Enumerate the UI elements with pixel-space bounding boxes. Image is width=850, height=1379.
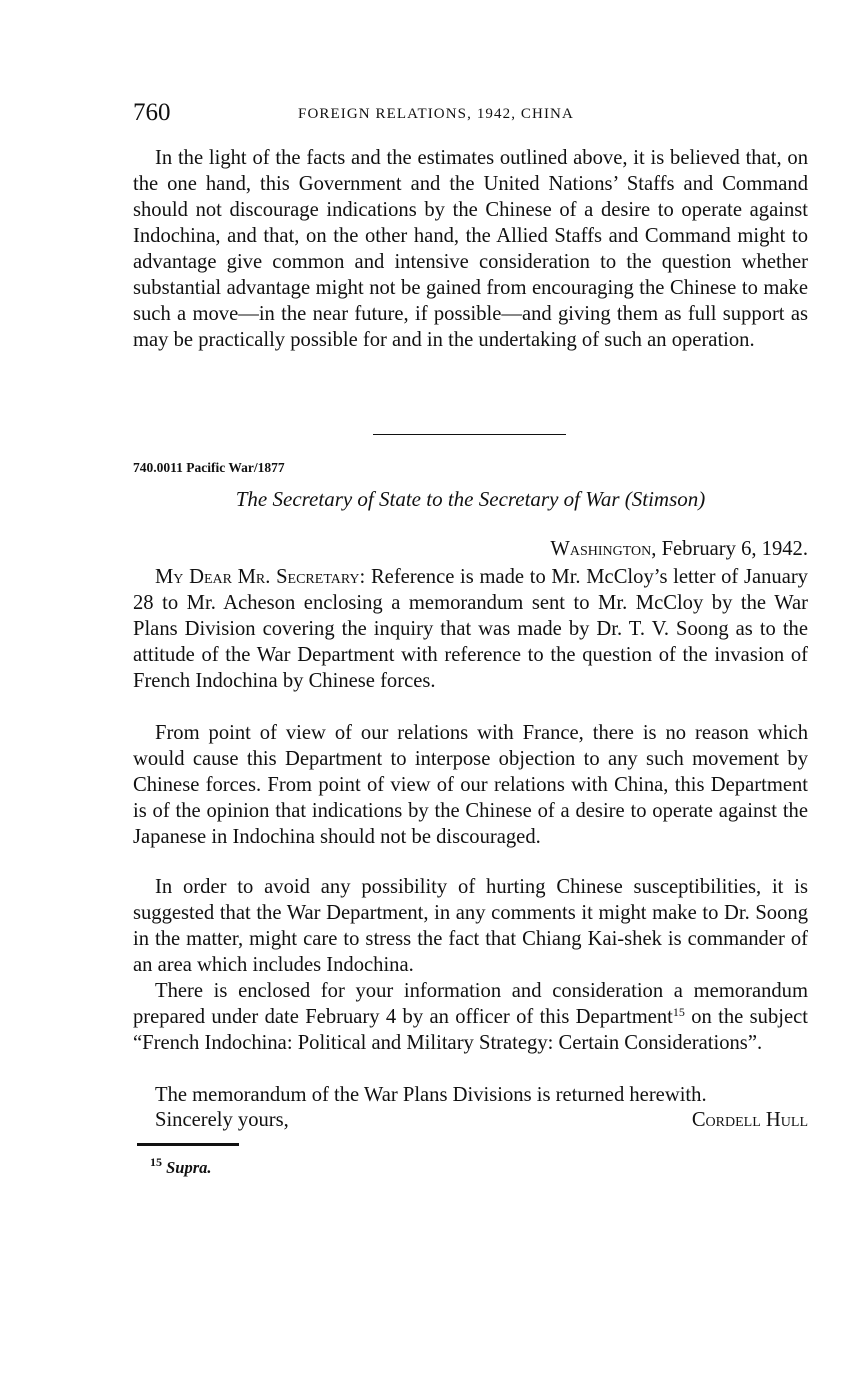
letter-paragraph-4-end: on the subject “French Indochina: Political and Military Strategy: Certain Considerations”.	[133, 1006, 808, 1054]
page-number: 760	[133, 99, 171, 126]
dateline-date: , February 6, 1942.	[651, 538, 808, 560]
letter-paragraph-2: From point of view of our relations with France, there is no reason which would cause this Department to interpose objection to any such movement by Chinese forces. From point of view of our relations with China, this Department is of the opinion that indications by the Chinese of a desire to operate against the Japanese in Indochina should not be discouraged.	[133, 722, 808, 848]
dateline-place: Washington	[550, 538, 652, 560]
intro-paragraph: In the light of the facts and the estimates outlined above, it is believed that, on the one hand, this Government and the United Nations’ Staffs and Command should not discourage indications by the Chinese of a desire to operate against Indochina, and that, on the other hand, the Allied Staffs and Command might to advantage give common and intensive consideration to the question whether substantial advantage might not be gained from encouraging the Chinese to make such a move—in the near future, if possible—and giving them as full support as may be practically possible for and in the undertaking of such an operation.	[133, 147, 808, 351]
section-divider	[373, 434, 566, 435]
letter-paragraph-5: The memorandum of the War Plans Divisions is returned herewith.	[155, 1084, 707, 1106]
running-head	[133, 98, 808, 132]
footnote-marker: 15	[150, 1155, 162, 1169]
footnote-divider	[137, 1143, 239, 1146]
closing: Sincerely yours,	[155, 1109, 289, 1131]
letter-paragraph-1	[133, 564, 808, 694]
document-title: The Secretary of State to the Secretary of War (Stimson)	[235, 487, 706, 511]
signature: Cordell Hull	[691, 1109, 808, 1131]
letter-paragraph-4	[133, 978, 808, 1056]
letter-paragraph-3: In order to avoid any possibility of hurting Chinese susceptibilities, it is suggested that the War Department, in any comments it might make to Dr. Soong in the matter, might care to stress the fact that Chiang Kai-shek is commander of an area which includes Indochina.	[133, 876, 808, 976]
dateline	[550, 536, 808, 562]
footnote	[150, 1155, 212, 1178]
footnote-text: Supra.	[166, 1158, 212, 1177]
footnote-reference: 15	[672, 1005, 685, 1019]
letter-paragraph-1-text: Reference is made to Mr. McCloy’s letter of January 28 to Mr. Acheson enclosing a memorandum sent to Mr. McCloy by the War Plans Division covering the inquiry that was made by Dr. T. V. Soong as to the attitude of the War Department with reference to the question of the invasion of French Indochina by Chinese forces.	[133, 566, 808, 692]
salutation: My Dear Mr. Secretary:	[155, 566, 366, 588]
running-head-title: FOREIGN RELATIONS, 1942, CHINA	[298, 106, 574, 122]
letter-paragraph-4-start: There is enclosed for your information and consideration a memorandum prepared under date February 4 by an officer of this Department	[133, 980, 808, 1028]
file-reference: 740.0011 Pacific War/1877	[133, 460, 285, 475]
